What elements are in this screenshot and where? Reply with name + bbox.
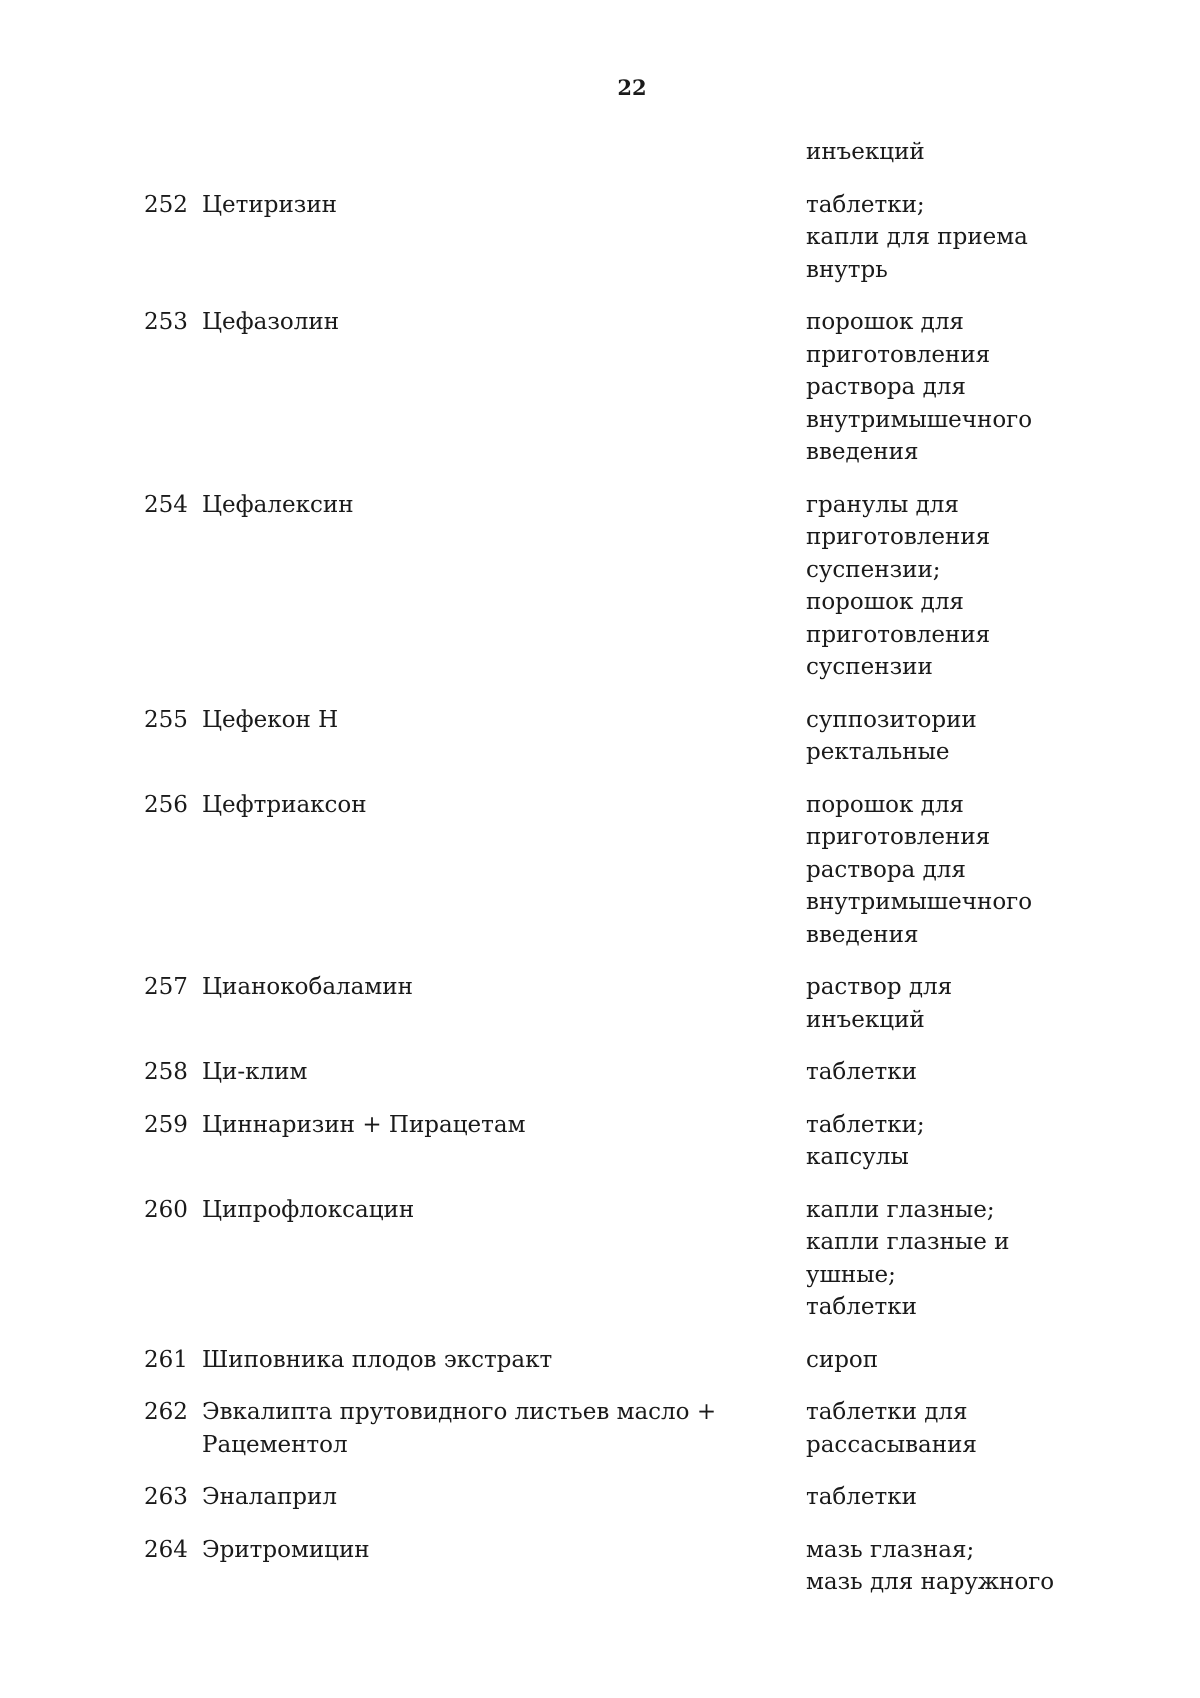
drug-name — [202, 189, 742, 222]
dosage-form — [806, 1194, 1166, 1324]
dosage-form-line: инъекций — [806, 139, 925, 165]
dosage-form-line: приготовления — [806, 621, 991, 648]
drug-name-line: Цетиризин — [202, 191, 337, 218]
row-number: 262 — [144, 1399, 188, 1425]
dosage-form-line: таблетки — [806, 1294, 917, 1320]
dosage-form-line: капли глазные и — [806, 1229, 1010, 1255]
dosage-form — [806, 1109, 1166, 1174]
dosage-form — [806, 971, 1166, 1036]
drug-name — [202, 1344, 742, 1377]
dosage-form — [806, 136, 1166, 169]
dosage-form — [806, 1056, 1166, 1089]
table-row — [0, 1534, 1200, 1599]
dosage-form — [806, 189, 1166, 287]
dosage-form — [806, 1481, 1166, 1514]
dosage-form-line: суппозитории — [806, 706, 977, 733]
dosage-form-line: приготовления — [806, 341, 991, 368]
dosage-form-line: введения — [806, 439, 919, 465]
table-row — [0, 971, 1200, 1036]
dosage-form-line: внутримышечного — [806, 889, 1033, 915]
table-row — [0, 189, 1200, 287]
drug-name — [202, 1194, 742, 1227]
row-number: 253 — [144, 309, 188, 335]
dosage-form-line: таблетки; — [806, 191, 925, 218]
dosage-form-line: раствор для — [806, 974, 953, 1000]
table-row — [0, 1344, 1200, 1377]
continuation-row — [0, 136, 1200, 169]
drug-name-line: Цефалексин — [202, 491, 354, 518]
dosage-form-line: таблетки; — [806, 1111, 925, 1138]
row-number: 252 — [144, 191, 188, 218]
dosage-form-line: рассасывания — [806, 1431, 977, 1458]
drug-name-line: Циннаризин + Пирацетам — [202, 1111, 526, 1138]
dosage-form-line: капли для приема — [806, 224, 1028, 250]
dosage-form-line: приготовления — [806, 524, 991, 550]
dosage-form — [806, 489, 1166, 684]
dosage-form-line: суспензии; — [806, 556, 941, 583]
drug-name-line: Цефазолин — [202, 309, 340, 335]
dosage-form-line: ректальные — [806, 739, 950, 765]
dosage-form-line: мазь глазная; — [806, 1536, 975, 1563]
row-number: 257 — [144, 974, 188, 1000]
dosage-form-line: таблетки — [806, 1059, 917, 1085]
table-row — [0, 1396, 1200, 1461]
row-number: 254 — [144, 491, 188, 518]
dosage-form — [806, 789, 1166, 952]
drug-name — [202, 704, 742, 737]
dosage-form-line: инъекций — [806, 1006, 925, 1033]
dosage-form-line: введения — [806, 921, 919, 948]
drug-name-line: Эритромицин — [202, 1536, 370, 1563]
table-rows — [0, 189, 1200, 1599]
table-row — [0, 789, 1200, 952]
dosage-form-line: сироп — [806, 1346, 879, 1373]
drug-name — [202, 971, 742, 1004]
dosage-form-line: капсулы — [806, 1144, 909, 1170]
dosage-form-line: порошок для — [806, 791, 964, 818]
dosage-form-line: капли глазные; — [806, 1196, 995, 1223]
table-row — [0, 1194, 1200, 1324]
drug-name-line: Шиповника плодов экстракт — [202, 1346, 553, 1373]
table-row — [0, 1109, 1200, 1174]
dosage-form-line: таблетки — [806, 1484, 917, 1510]
dosage-form — [806, 306, 1166, 469]
drug-name — [202, 1056, 742, 1089]
row-number: 255 — [144, 706, 188, 733]
row-number: 258 — [144, 1059, 188, 1085]
dosage-form-line: раствора для — [806, 374, 966, 400]
dosage-form — [806, 1344, 1166, 1377]
table-row — [0, 1481, 1200, 1514]
row-number: 263 — [144, 1484, 188, 1510]
drug-name — [202, 1534, 742, 1567]
drug-name — [202, 1481, 742, 1514]
table-row — [0, 704, 1200, 769]
dosage-form — [806, 704, 1166, 769]
dosage-form — [806, 1534, 1166, 1599]
dosage-form-line: ушные; — [806, 1261, 896, 1288]
row-number: 264 — [144, 1536, 188, 1563]
dosage-form-line: раствора для — [806, 856, 966, 883]
dosage-form-line: внутрь — [806, 256, 888, 283]
table-row — [0, 1056, 1200, 1089]
drug-name-line: Цефекон Н — [202, 706, 339, 733]
row-number: 260 — [144, 1196, 188, 1223]
dosage-form-line: порошок для — [806, 309, 964, 335]
dosage-form-line: таблетки для — [806, 1399, 968, 1425]
drug-name — [202, 489, 742, 522]
drug-name — [202, 1396, 742, 1461]
drug-name — [202, 1109, 742, 1142]
dosage-form-line: мазь для наружного — [806, 1569, 1055, 1595]
drug-name-line: Эналаприл — [202, 1484, 337, 1510]
row-number: 256 — [144, 791, 188, 818]
table-row — [0, 489, 1200, 684]
drug-name-line: Цефтриаксон — [202, 791, 367, 818]
row-number: 261 — [144, 1346, 188, 1373]
drug-name-line: Эвкалипта прутовидного листьев масло + — [202, 1399, 717, 1425]
dosage-form-line: суспензии — [806, 654, 933, 680]
row-number: 259 — [144, 1111, 188, 1138]
dosage-form-line: внутримышечного — [806, 406, 1033, 433]
dosage-form — [806, 1396, 1166, 1461]
drug-table — [0, 136, 1200, 1619]
drug-name — [202, 306, 742, 339]
table-row — [0, 306, 1200, 469]
drug-name-line: Рацементол — [202, 1431, 348, 1458]
dosage-form-line: порошок для — [806, 589, 964, 615]
drug-name-line: Ципрофлоксацин — [202, 1196, 415, 1223]
drug-name — [202, 789, 742, 822]
drug-name-line: Ци-клим — [202, 1059, 308, 1085]
page-number: 22 — [617, 75, 647, 100]
dosage-form-line: приготовления — [806, 824, 991, 850]
drug-name-line: Цианокобаламин — [202, 974, 413, 1000]
dosage-form-line: гранулы для — [806, 491, 959, 518]
